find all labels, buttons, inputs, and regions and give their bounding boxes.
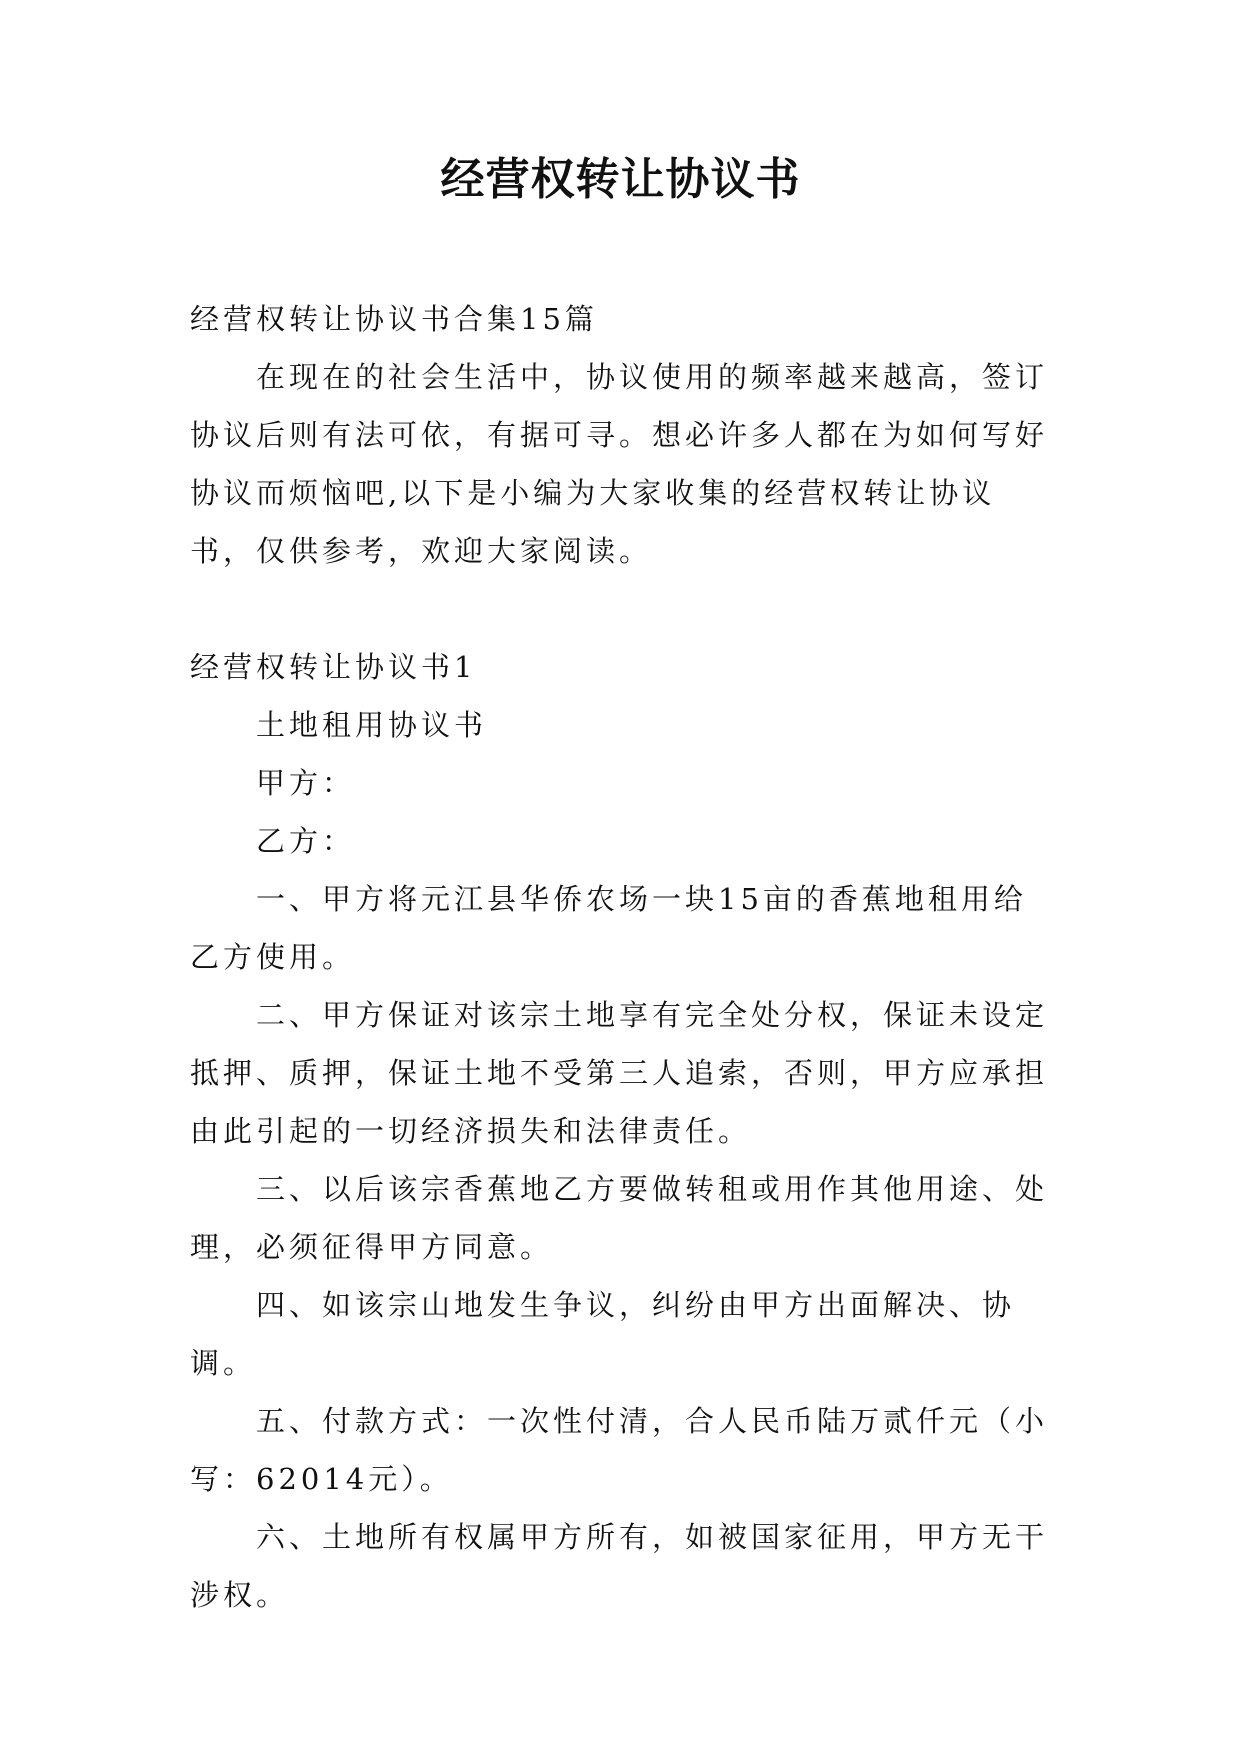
document-body [190,290,1050,1624]
clause-3: 三、以后该宗香蕉地乙方要做转租或用作其他用途、处理，必须征得甲方同意。 [190,1172,1049,1264]
clause-2: 二、甲方保证对该宗土地享有完全处分权，保证未设定抵押、质押，保证土地不受第三人追索，否则，甲方应承担由此引起的一切经济损失和法律责任。 [190,998,1049,1148]
party-b-line: 乙方： [256,824,356,858]
clause-5: 五、付款方式：一次性付清，合人民币陆万贰仟元（小写：62014元）。 [190,1404,1049,1496]
document-title: 经营权转让协议书 [440,154,801,205]
contract-title: 土地租用协议书 [256,708,488,742]
intro-paragraph: 在现在的社会生活中，协议使用的频率越来越高，签订协议后则有法可依，有据可寻。想必许多人都在为如何写好协议而烦恼吧,以下是小编为大家收集的经营权转让协议书，仅供参考，欢迎大家阅读。 [190,360,1049,568]
section-heading-1: 经营权转让协议书1 [190,650,477,684]
party-a-line: 甲方： [256,766,356,800]
clause-6: 六、土地所有权属甲方所有，如被国家征用，甲方无干涉权。 [190,1520,1049,1612]
clause-4: 四、如该宗山地发生争议，纠纷由甲方出面解决、协调。 [190,1288,1016,1380]
collection-subtitle: 经营权转让协议书合集15篇 [190,302,598,336]
clause-1: 一、甲方将元江县华侨农场一块15亩的香蕉地租用给乙方使用。 [190,882,1027,974]
